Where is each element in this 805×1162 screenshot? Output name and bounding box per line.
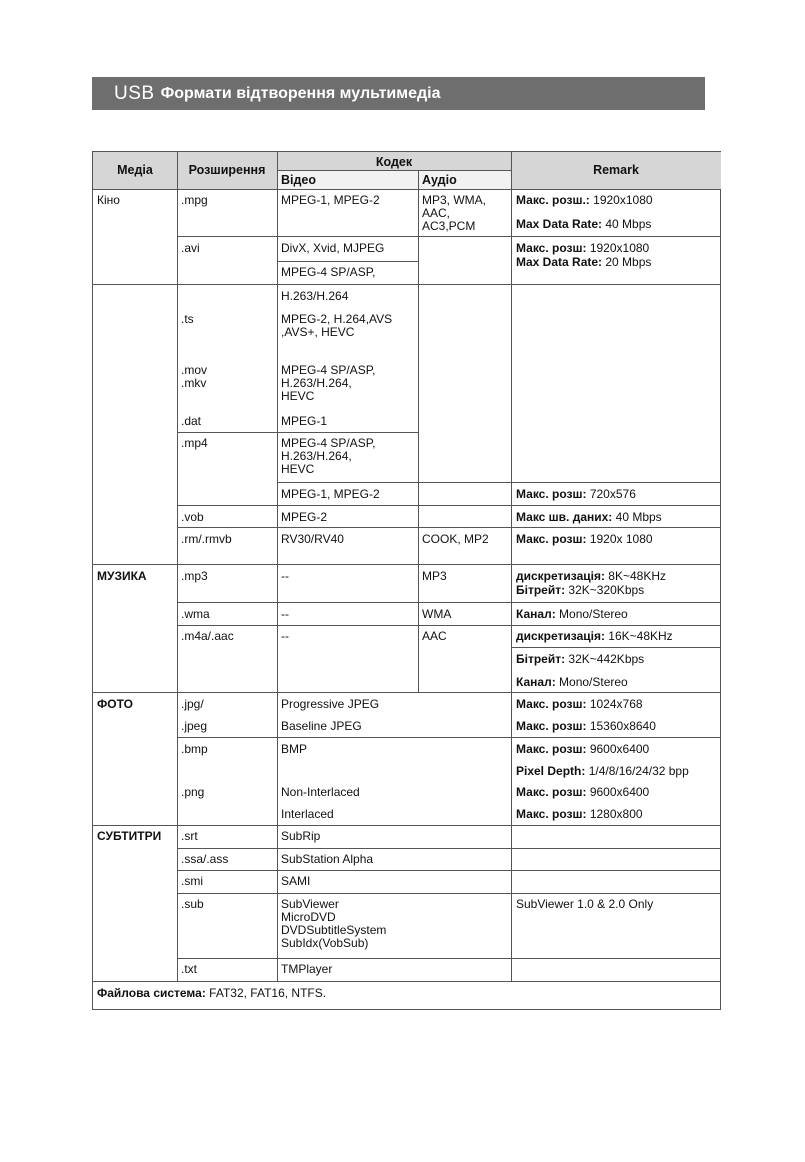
audio-mpg: MP3, WMA, AAC, AC3,PCM <box>422 193 487 233</box>
remark-bmp-depth: Pixel Depth: 1/4/8/16/24/32 bpp <box>516 764 689 778</box>
remark-rm: Макс. розш: 1920x 1080 <box>516 532 653 546</box>
page-title <box>92 77 705 110</box>
video-h263: H.263/H.264 <box>281 289 349 303</box>
ext-sub: .sub <box>181 897 204 911</box>
audio-rm: COOK, MP2 <box>422 532 489 546</box>
remark-avi-rate: Max Data Rate: 20 Mbps <box>516 255 652 269</box>
ext-m4a: .m4a/.aac <box>181 629 234 643</box>
remark-jpg-1: Макс. розш: 1024x768 <box>516 697 643 711</box>
header-video: Відео <box>281 173 317 187</box>
ext-mp3: .mp3 <box>181 569 208 583</box>
ext-mp4: .mp4 <box>181 436 208 450</box>
remark-png-1: Макс. розш: 9600x6400 <box>516 785 650 799</box>
video-avi-2: MPEG-4 SP/ASP, <box>281 265 376 279</box>
video-mp3: -- <box>281 569 289 583</box>
video-mov-mkv: MPEG-4 SP/ASP, H.263/H.264, HEVC <box>281 363 376 403</box>
ext-dat: .dat <box>181 414 202 428</box>
remark-mp3-bitrate: Бітрейт: 32K~320Kbps <box>516 583 645 597</box>
header-audio: Аудіо <box>422 173 457 187</box>
media-music-label: МУЗИКА <box>97 569 147 583</box>
ext-vob: .vob <box>181 510 204 524</box>
video-m4a: -- <box>281 629 289 643</box>
ext-avi: .avi <box>181 241 200 255</box>
remark-vob: Макс шв. даних: 40 Mbps <box>516 510 662 524</box>
remark-m4a-rate: дискретизація: 16K~48KHz <box>516 629 673 643</box>
ext-srt: .srt <box>181 829 198 843</box>
video-bmp: BMP <box>281 742 308 756</box>
header-extension: Розширення <box>188 163 266 177</box>
ext-jpg: .jpg/ <box>181 697 204 711</box>
media-format-table <box>92 151 721 1010</box>
audio-m4a: AAC <box>422 629 447 643</box>
remark-mpg-rate: Max Data Rate: 40 Mbps <box>516 217 652 231</box>
video-jpg-baseline: Baseline JPEG <box>281 719 362 733</box>
ext-ssa: .ssa/.ass <box>181 852 229 866</box>
video-mp4-1: MPEG-4 SP/ASP, H.263/H.264, HEVC <box>281 436 376 476</box>
remark-jpg-2: Макс. розш: 15360x8640 <box>516 719 656 733</box>
ext-mov-mkv: .mov .mkv <box>181 363 208 390</box>
video-ts: MPEG-2, H.264,AVS ,AVS+, HEVC <box>281 312 393 339</box>
video-sub: SubViewer MicroDVD DVDSubtitleSystem SubIdx(VobSub) <box>281 897 387 950</box>
video-srt: SubRip <box>281 829 321 843</box>
ext-bmp: .bmp <box>181 742 208 756</box>
video-png-interlaced: Interlaced <box>281 807 334 821</box>
file-system-note: Файлова система: FAT32, FAT16, NTFS. <box>97 986 327 1000</box>
media-subtitles-label: СУБТИТРИ <box>97 829 162 843</box>
remark-mp3-rate: дискретизація: 8K~48KHz <box>516 569 667 583</box>
media-photo-label: ФОТО <box>97 697 133 711</box>
audio-mp3: MP3 <box>422 569 447 583</box>
video-mp4-2: MPEG-1, MPEG-2 <box>281 487 380 501</box>
header-media: Медіа <box>117 163 153 177</box>
video-smi: SAMI <box>281 874 311 888</box>
ext-smi: .smi <box>181 874 203 888</box>
video-png-noninterlaced: Non-Interlaced <box>281 785 360 799</box>
video-wma: -- <box>281 607 289 621</box>
remark-avi-res: Макс. розш: 1920x1080 <box>516 241 650 255</box>
remark-mpg-res: Макс. розш.: 1920x1080 <box>516 193 653 207</box>
video-avi-1: DivX, Xvid, MJPEG <box>281 241 385 255</box>
remark-m4a-bitrate: Бітрейт: 32K~442Kbps <box>516 652 645 666</box>
remark-wma: Канал: Mono/Stereo <box>516 607 628 621</box>
remark-png-2: Макс. розш: 1280x800 <box>516 807 643 821</box>
ext-ts: .ts <box>181 312 194 326</box>
video-jpg-progressive: Progressive JPEG <box>281 697 380 711</box>
video-txt: TMPlayer <box>281 962 333 976</box>
ext-wma: .wma <box>181 607 210 621</box>
ext-txt: .txt <box>181 962 198 976</box>
video-vob: MPEG-2 <box>281 510 328 524</box>
video-rm: RV30/RV40 <box>281 532 344 546</box>
ext-png: .png <box>181 785 205 799</box>
header-codec: Кодек <box>375 155 413 169</box>
header-remark: Remark <box>593 163 639 177</box>
title-text: Формати відтворення мультимедіа <box>160 84 441 102</box>
ext-mpg: .mpg <box>181 193 208 207</box>
ext-jpeg: .jpeg <box>181 719 208 733</box>
remark-sub: SubViewer 1.0 & 2.0 Only <box>516 897 654 911</box>
remark-m4a-channel: Канал: Mono/Stereo <box>516 675 628 689</box>
remark-mp4: Макс. розш: 720x576 <box>516 487 636 501</box>
audio-wma: WMA <box>422 607 452 621</box>
video-mpg: MPEG-1, MPEG-2 <box>281 193 380 207</box>
video-ssa: SubStation Alpha <box>281 852 374 866</box>
video-dat: MPEG-1 <box>281 414 328 428</box>
remark-bmp-res: Макс. розш: 9600x6400 <box>516 742 650 756</box>
title-usb: USB <box>114 82 155 104</box>
ext-rm: .rm/.rmvb <box>181 532 232 546</box>
media-movie-label: Кіно <box>97 193 120 207</box>
